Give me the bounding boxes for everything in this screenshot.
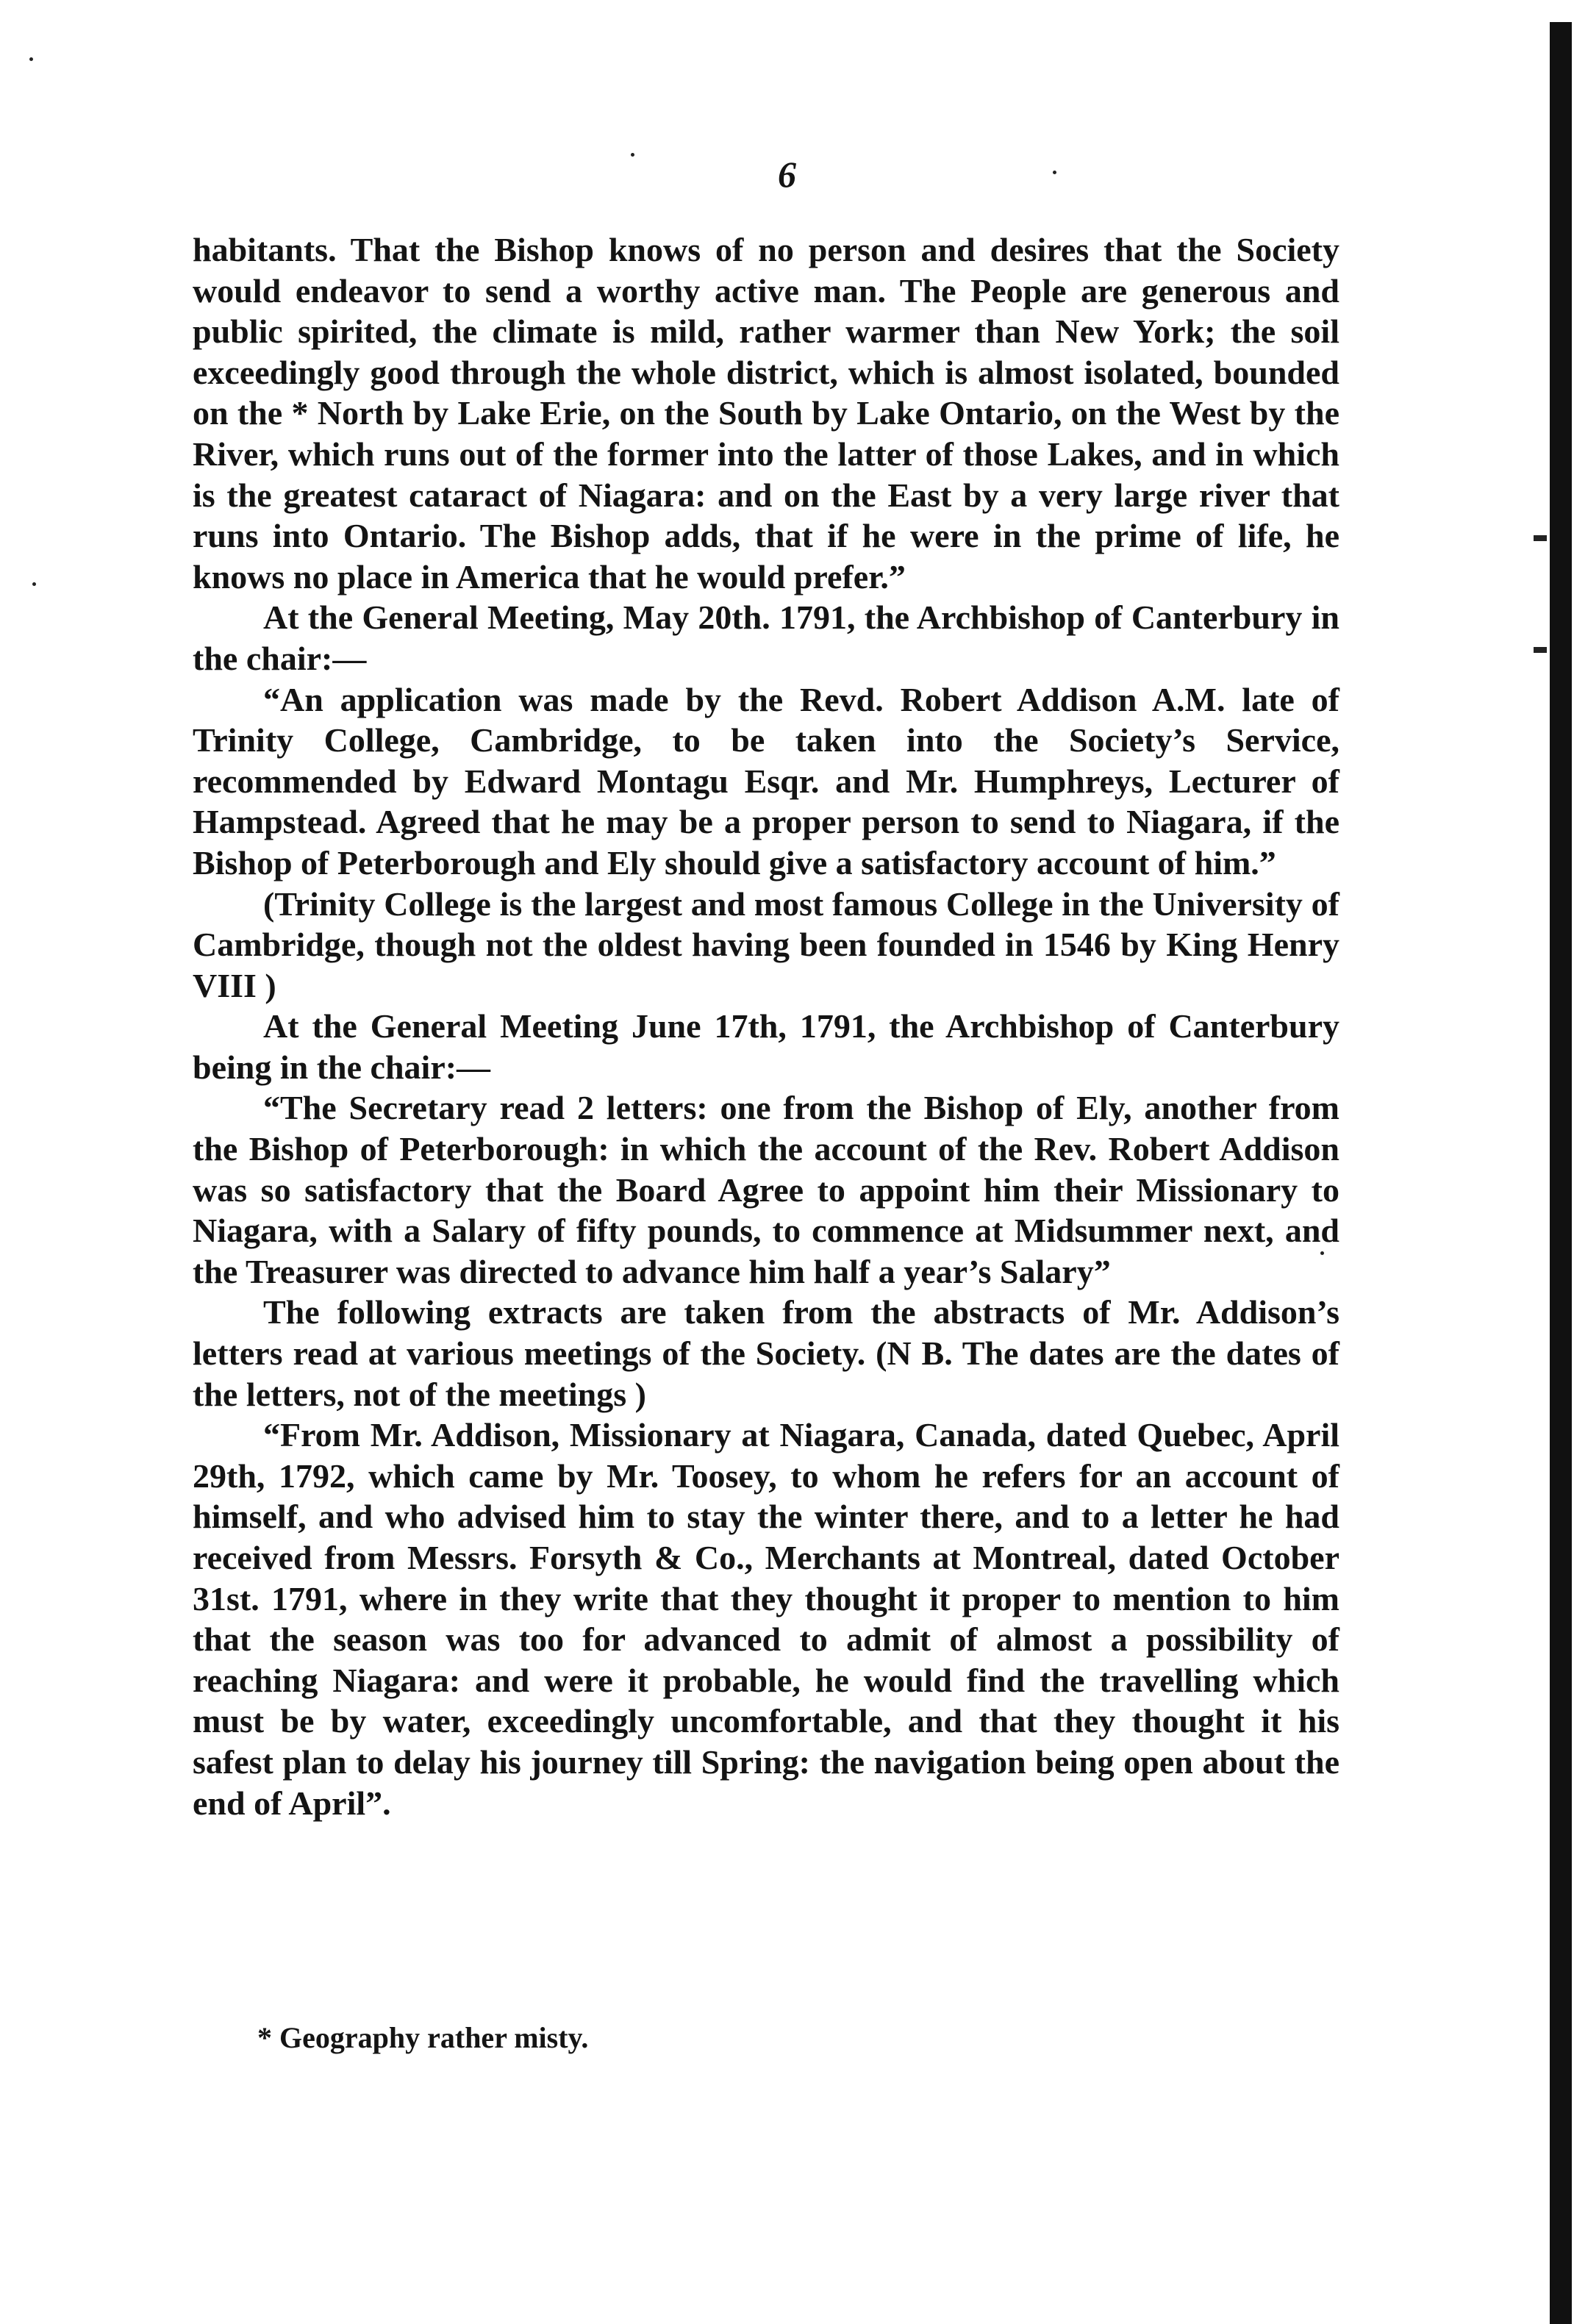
paragraph-3: “An application was made by the Revd. Robert Addison A.M. late of Trinity College, Cambridge, to be taken into the Society’s Service, recommended by Edward Montagu Esqr. and Mr. Humphreys, Lecturer of Hampstead. Agreed that he may be a proper person to send to Niagara, if the Bishop of Peterborough and Ely should give a satisfactory account of him.” [193, 680, 1339, 882]
paragraph-8: “From Mr. Addison, Missionary at Niagara, Canada, dated Quebec, April 29th, 1792, which came by Mr. Toosey, to whom he refers for an account of himself, and who advised him to stay the winter there, and to a letter he had received from Messrs. Forsyth & Co., Merchants at Montreal, dated October 31st. 1791, where in they write that they thought it proper to mention to him that the season was too for advanced to admit of almost a possibility of reaching Niagara: and were it probable, he would find the travelling which must be by water, exceedingly uncomfortable, and that they thought it his safest plan to delay his journey till Spring: the navigation being open about the end of April”. [193, 1416, 1339, 1822]
paragraph-2: At the General Meeting, May 20th. 1791, the Archbishop of Canterbury in the chair:— [193, 598, 1339, 677]
body-text [193, 229, 1339, 1823]
scan-speck [32, 582, 36, 586]
scan-mark [1534, 535, 1547, 541]
paragraph-5: At the General Meeting June 17th, 1791, the Archbishop of Canterbury being in the chair:— [193, 1007, 1339, 1086]
scan-mark [1534, 647, 1547, 653]
paragraph-7: The following extracts are taken from the abstracts of Mr. Addison’s letters read at various meetings of the Society. (N B. The dates are the dates of the letters, not of the meetings ) [193, 1293, 1339, 1413]
page-number: 6 [778, 154, 796, 195]
page-edge-shadow [1550, 22, 1572, 2324]
scan-speck [29, 57, 33, 61]
paragraph-4: (Trinity College is the largest and most famous College in the University of Cambridge, though not the oldest having been founded in 1546 by King Henry VIII ) [193, 884, 1339, 1004]
footnote: * Geography rather misty. [257, 2021, 589, 2054]
paragraph-6: “The Secretary read 2 letters: one from the Bishop of Ely, another from the Bishop of Peterborough: in which the account of the Rev. Robert Addison was so satisfactory that the Board Agree to appoint him their Missionary to Niagara, with a Salary of fifty pounds, to commence at Midsummer next, and the Treasurer was directed to advance him half a year’s Salary” [193, 1089, 1339, 1290]
paragraph-1: habitants. That the Bishop knows of no person and desires that the Society would endeavor to send a worthy active man. The People are generous and public spirited, the climate is mild, rather warmer than New York; the soil exceedingly good through the whole district, which is almost isolated, bounded on the * North by Lake Erie, on the South by Lake Ontario, on the West by the River, which runs out of the former into the latter of those Lakes, and in which is the greatest cataract of Niagara: and on the East by a very large river that runs into Ontario. The Bishop adds, that if he were in the prime of life, he knows no place in America that he would prefer.” [193, 231, 1339, 596]
